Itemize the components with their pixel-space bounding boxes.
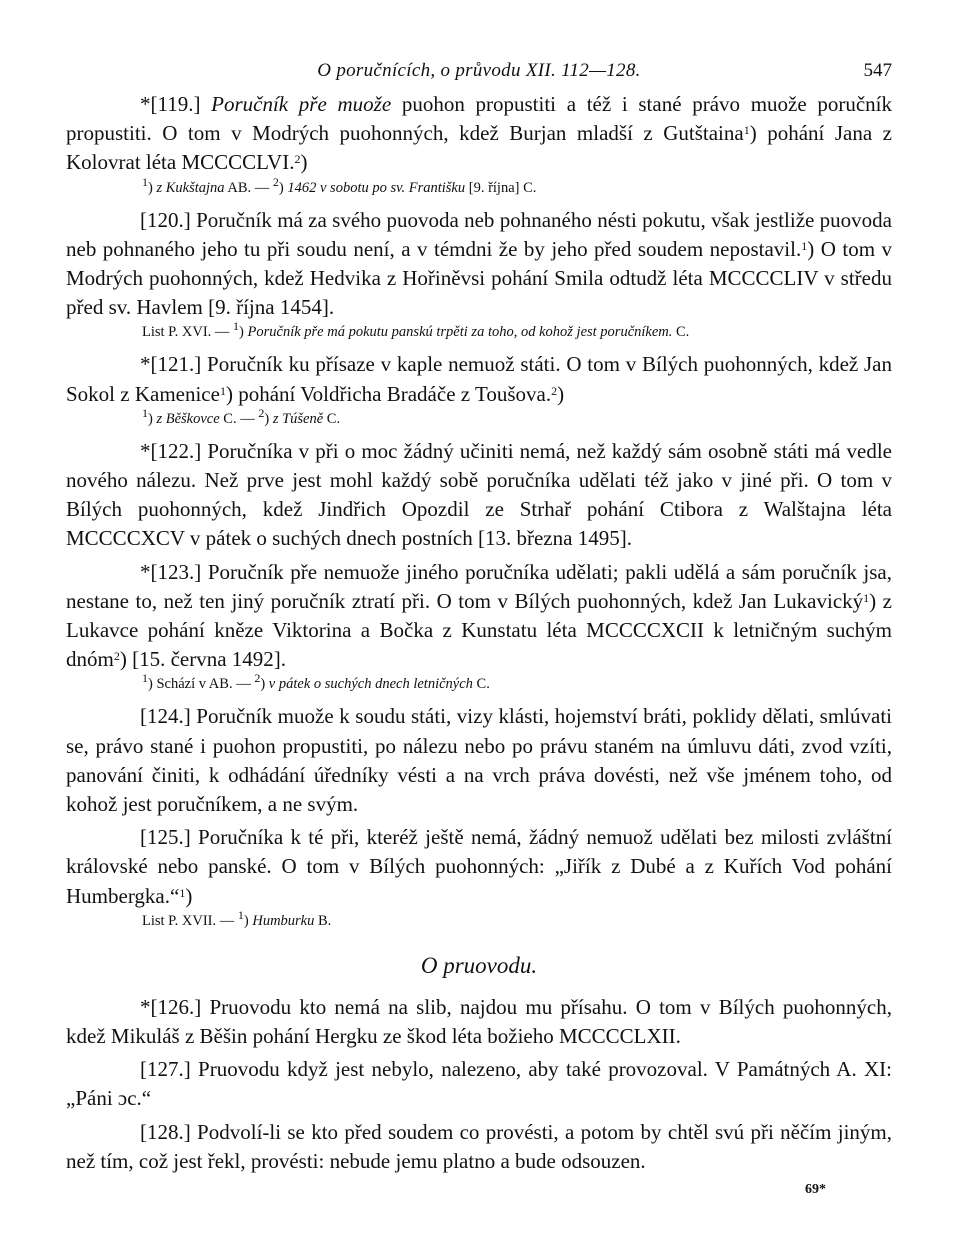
footnote-marker: 1 <box>179 885 186 900</box>
para-text: Poručníka v při o moc žádný učiniti nemá, než každý sám osobně státi má vedle nového nálezu. Než prve jest mohl každý sobě poručníka udělati též jako v jiné při. O tom v Bílých puohonných, kdež Jindřich Opozdil ze Strhař pohání Ctibora z Walštajna léta MCCCCXCV v pátek o suchých dnech postních [13. března 1495]. <box>66 438 892 551</box>
footnote-italic: z Běškovce <box>156 410 220 427</box>
footnote-119 <box>66 174 892 198</box>
para-text: Podvolí-li se kto před soudem co provésti, a potom by chtěl svú při něčím jiným, než tím, což jest řekl, provésti: nebude jemu platno a bude odsouzen. <box>66 1119 892 1173</box>
para-text: Pruovodu kto nemá na slib, najdou mu přísahu. O tom v Bílých puohonných, kdež Mikuláš z Běšin pohání Hergku ze škod léta božieho MCCCCLXII. <box>66 994 892 1049</box>
page-number: 547 <box>863 60 892 81</box>
footnote-text: B. <box>314 912 332 929</box>
paragraph-123 <box>66 558 892 675</box>
footnote-text: C. <box>472 676 490 693</box>
footnote-123 <box>66 671 892 694</box>
footnote-text: ) Schází v AB. — <box>148 676 255 693</box>
footnote-italic: Poručník pře má pokutu panskú trpěti za toho, od kohož jest poručníkem. <box>247 324 673 341</box>
para-text: Pruovodu když jest nebylo, nalezeno, aby také provozoval. V Památných A. XI: „Páni ɔc.“ <box>66 1057 892 1111</box>
footnote-marker: 1 <box>863 590 870 605</box>
footnote-marker: 2 <box>294 152 301 167</box>
paragraph-124 <box>66 702 892 819</box>
footnote-marker: 1 <box>237 907 244 922</box>
para-text: ) pohání Voldřicha Bradáče z Toušova. <box>225 381 552 406</box>
footnote-italic: Humburku <box>252 912 315 929</box>
section-title: O pruovodu. <box>420 952 538 978</box>
para-number: [120.] <box>140 207 191 232</box>
para-text: ) O tom v Modrých puohonných, kdež Hedvika z Hořiněvsi pohání Smila odtudž léta MCCCCLIV v středu před sv. Havlem [9. října 1454]. <box>66 236 893 320</box>
footnote-text: C. <box>323 410 341 427</box>
footnote-italic: z Kukštajna <box>156 179 225 196</box>
paragraph-128 <box>66 1118 892 1176</box>
para-number: *[121.] <box>140 352 202 377</box>
footnote-marker: 2 <box>551 383 558 398</box>
footnote-text: ) <box>278 179 288 196</box>
para-number: [125.] <box>140 825 191 850</box>
para-text: ) pohání Jana z Kolovrat léta MCCCCLVI. <box>66 121 892 175</box>
para-number: [128.] <box>140 1119 191 1144</box>
footnote-marker: 1 <box>743 123 750 138</box>
para-number: [127.] <box>140 1057 191 1082</box>
para-number: *[123.] <box>140 559 202 584</box>
para-text: ) [15. června 1492]. <box>119 647 287 672</box>
footnote-text: ) <box>260 676 269 693</box>
paragraph-120 <box>66 206 892 323</box>
para-text: Poručníka k té při, kteréž ještě nemá, žádný nemuož udělati bez milosti zvláštní královské nebo panské. O tom v Bílých puohonných: „Jiřík z Dubé a z Kuřích Vod pohání Humbergka.“ <box>66 825 892 908</box>
footnote-text: ) <box>239 324 248 341</box>
footnote-text: ) <box>148 410 157 427</box>
footnote-marker: 1 <box>142 671 148 686</box>
para-text: Poručník má za svého puovoda neb pohnaného nésti pokutu, však jestliže puovoda neb pohnaného jeho tu při soudu není, a v témdni že by jeho před soudem nepostavil. <box>66 207 892 261</box>
para-number: *[122.] <box>140 438 202 463</box>
para-text: Poručník ku přísaze v kaple nemuož státi. O tom v Bílých puohonných, kdež Jan Sokol z Kamenice <box>66 352 892 406</box>
footnote-italic: 1462 v sobotu po sv. Františku <box>287 179 466 196</box>
paragraph-119 <box>66 90 892 178</box>
paragraph-125 <box>66 823 892 911</box>
footnote-121 <box>66 405 892 429</box>
footnote-marker: 1 <box>233 319 240 334</box>
footnote-text: [9. října] C. <box>465 179 537 196</box>
footnote-marker: 1 <box>142 174 148 189</box>
footnote-marker: 1 <box>801 238 808 253</box>
footnote-text: List P. XVI. — <box>142 324 234 341</box>
para-text: ) <box>185 883 193 908</box>
para-text: ) <box>557 381 565 406</box>
paragraph-121 <box>66 350 892 408</box>
para-text: ) <box>300 150 308 175</box>
footnote-marker: 2 <box>254 671 261 686</box>
footnote-text: ) <box>264 410 273 427</box>
running-header <box>66 56 892 90</box>
para-text: ) z Lukavce pohání kněze Viktorina a Bočka z Kunstatu léta MCCCCXCII k letničným suchým dnóm <box>66 588 892 672</box>
para-text: Poručník muože k soudu státi, vizy klásti, hojemství bráti, poklidy dělati, smlúvati se, právo stané i puohon propustiti, po nálezu nebo po právu staném na úmluvu dáti, zvod vzíti, panování činiti, k odhádání úředníky vésti a na vrch práva dovésti, než vše jménem toho, od kohož jest poručníkem, a ne svým. <box>66 704 892 817</box>
footnote-text: C. <box>672 324 690 341</box>
para-number: *[126.] <box>140 994 202 1019</box>
italic-lead: Poručník pře muože <box>211 92 392 116</box>
paragraph-126 <box>66 993 892 1051</box>
para-text: puohon propustiti a též i stané právo muože poručník propustiti. O tom v Modrých puohonných, kdež Burjan mladší z Gutštaina <box>66 92 892 146</box>
footnote-italic: v pátek o suchých dnech letničných <box>268 676 473 693</box>
paragraph-127 <box>66 1055 892 1113</box>
para-text: Poručník pře nemuože jiného poručníka udělati; pakli udělá a sám poručník jsa, nestane to, než ten jiný poručník ztratí při. O tom v Bílých puohonných, kdež Jan Lukavický <box>66 559 892 613</box>
footnote-italic: z Túšeně <box>272 410 324 427</box>
footnote-marker: 1 <box>142 405 148 420</box>
footnote-text: C. — <box>219 410 259 427</box>
para-number: *[119.] <box>140 92 201 116</box>
footnote-text: ) <box>243 912 253 929</box>
footnote-text: ) <box>148 179 157 196</box>
para-number: [124.] <box>140 704 191 729</box>
footnote-text: List P. XVII. — <box>142 912 238 929</box>
running-title: O poručnících, o průvodu XII. 112—128. <box>317 60 641 81</box>
footnote-marker: 2 <box>113 649 120 664</box>
footnote-text: AB. — <box>224 179 273 196</box>
footnote-120 <box>66 319 892 342</box>
paragraph-122 <box>66 437 892 554</box>
footnote-marker: 2 <box>258 405 265 420</box>
footnote-marker: 1 <box>219 383 226 398</box>
footnote-marker: 2 <box>272 174 279 189</box>
signature-mark: 69* <box>805 1182 826 1198</box>
page <box>66 56 892 1198</box>
footnote-125 <box>66 907 892 931</box>
